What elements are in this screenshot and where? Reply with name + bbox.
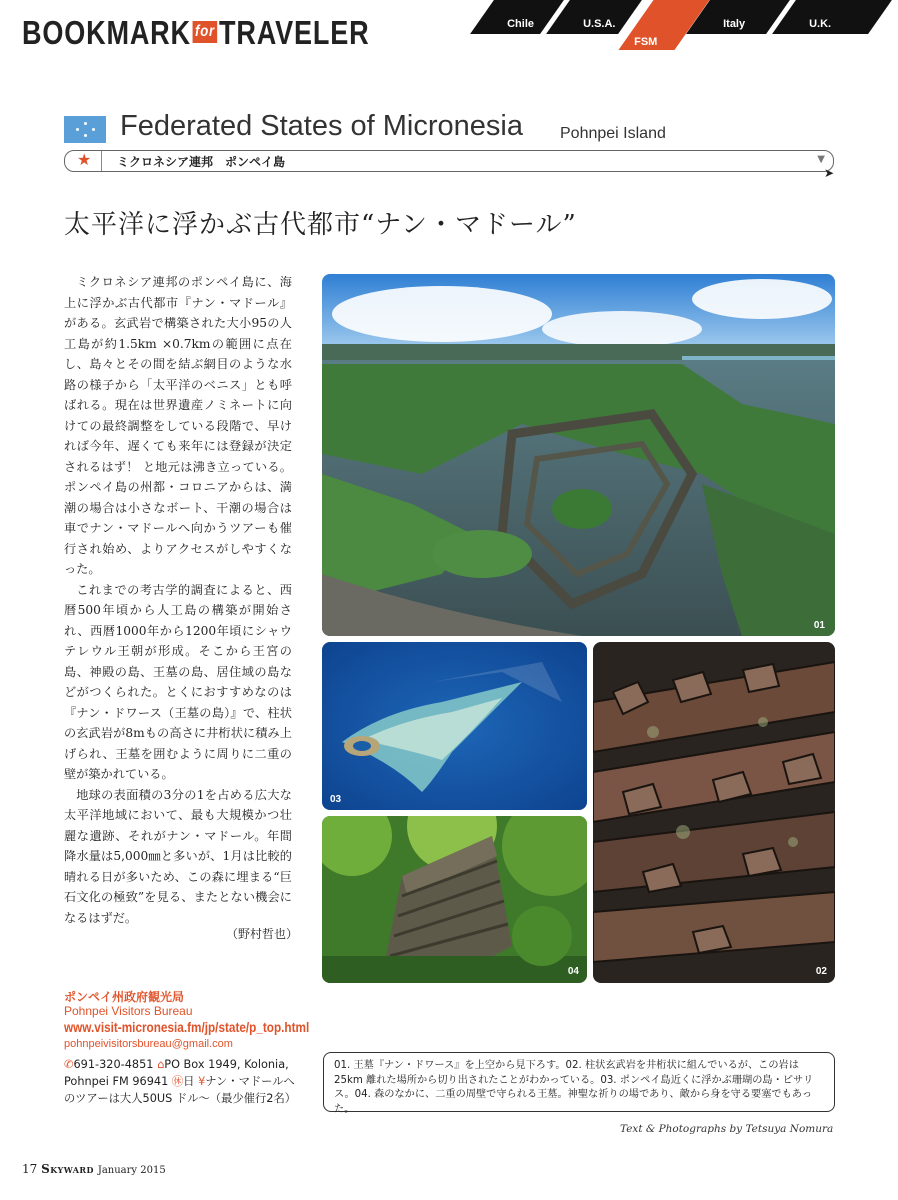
- page-number: 17: [22, 1162, 38, 1176]
- contact-phone: 691-320-4851: [73, 1058, 154, 1071]
- bureau-name-en: Pohnpei Visitors Bureau: [64, 1004, 193, 1018]
- bureau-name-jp: ポンペイ州政府観光局: [64, 990, 185, 1004]
- photo-number: 03: [330, 794, 342, 805]
- body-paragraph: これまでの考古学的調査によると、西暦500年頃から人工島の構築が開始され、西暦1000年から1200年頃にシャウテレウル王朝が形成。そこから王宮の島、神殿の島、王墓の島、居住域の島などがつくられた。とくにおすすめなのは『ナン・ドワース（王墓の島）』で、柱状の玄武岩が8mもの高さに井桁状に積み上げられ、王墓を囲むように周りに二重の壁が築かれている。: [64, 582, 292, 781]
- yen-icon: ¥: [198, 1075, 206, 1088]
- tab-uk[interactable]: U.K.: [772, 0, 892, 34]
- photo-caption-box: 01. 王墓『ナン・ドワース』を上空から見下ろす。02. 柱状玄武岩を井桁状に組んでいるが、この岩は25km 離れた場所から切り出されたことがわかっている。03. ポンペイ島近くに浮かぶ珊瑚の島・ピサリス。04. 森のなかに、二重の周壁で守られる王墓。神聖な祈りの場であり、敵から身を守る要塞でもあった。: [323, 1052, 835, 1112]
- contact-closed: 日: [183, 1075, 195, 1088]
- home-icon: ⌂: [157, 1058, 165, 1071]
- photo-number: 01: [813, 620, 825, 631]
- photo-number: 04: [567, 966, 579, 977]
- brand-for: for: [193, 21, 218, 43]
- tab-usa[interactable]: U.S.A.: [546, 0, 642, 34]
- photo-pisaris-island: [322, 642, 587, 810]
- body-paragraph: ミクロネシア連邦のポンペイ島に、海上に浮かぶ古代都市『ナン・マドール』がある。玄武岩で構築された大小95の人工島が約1.5km ×0.7kmの範囲に点在し、島々とその間を結ぶ網目のような水路の様子から「太平洋のベニス」とも呼ばれる。現在は世界遺産ノミネートに向けての最終調整をしている段階で、早ければ今年、遅くても来年には登録が決定されるはず！ と地元は沸き立っている。ポンペイ島の州都・コロニアからは、満潮の場合は小さなボート、干潮の場合は車でナン・マドールへ向かうツアーも催行され始め、よりアクセスがしやすくなった。: [64, 275, 292, 576]
- country-name: Federated States of Micronesia: [120, 110, 523, 142]
- photo-credit: Text & Photographs by Tetsuya Nomura: [620, 1123, 834, 1135]
- article-headline: 太平洋に浮かぶ古代都市“ナン・マドール”: [64, 210, 577, 240]
- star-icon: ★: [77, 150, 92, 169]
- body-paragraph: 地球の表面積の3分の1を占める広大な太平洋地域において、最も大規模かつ壮麗な遺跡、それがナン・マドール。年間降水量は5,000㎜と多いが、1月は比較的晴れる日が多いため、この森に埋まる“巨石文化の極致”を見る、またとない機会になるはずだ。: [64, 787, 292, 925]
- island-name: Pohnpei Island: [560, 125, 666, 142]
- article-body: [64, 272, 292, 928]
- bureau-email-link[interactable]: pohnpeivisitorsbureau@gmail.com: [64, 1038, 233, 1050]
- chevron-down-icon[interactable]: ▼: [817, 154, 825, 165]
- phone-icon: ✆: [64, 1058, 74, 1071]
- tab-fsm[interactable]: FSM: [618, 0, 709, 50]
- bureau-url-link[interactable]: www.visit-micronesia.fm/jp/state/p_top.html: [64, 1019, 310, 1035]
- country-selector[interactable]: [64, 150, 834, 172]
- contact-info: [64, 1056, 306, 1107]
- photo-number: 02: [815, 966, 827, 977]
- contact-price: ナン・マドールへのツアーは大人50US ドル～（最少催行2名）: [64, 1075, 297, 1105]
- micronesia-flag-icon: [64, 116, 106, 143]
- tab-italy[interactable]: Italy: [686, 0, 790, 34]
- author-name: （野村哲也）: [226, 927, 299, 941]
- cursor-icon: ➤: [824, 166, 835, 180]
- photo-basalt-columns: [593, 642, 835, 983]
- page-footer: [22, 1162, 166, 1176]
- photo-nan-douwas-aerial: [322, 274, 835, 636]
- magazine-name: Skyward: [41, 1162, 94, 1176]
- contact-address: PO Box 1949, Kolonia, Pohnpei FM 96941: [64, 1058, 289, 1088]
- tab-chile[interactable]: Chile: [470, 0, 564, 34]
- issue-date: January 2015: [97, 1165, 166, 1176]
- brand-logo: BOOKMARK for TRAVELER: [22, 14, 370, 51]
- country-tabs: [462, 0, 898, 48]
- country-selector-label: ミクロネシア連邦 ポンペイ島: [117, 155, 286, 169]
- photo-forest-walls: [322, 816, 587, 983]
- closed-icon: ㊡: [171, 1075, 184, 1088]
